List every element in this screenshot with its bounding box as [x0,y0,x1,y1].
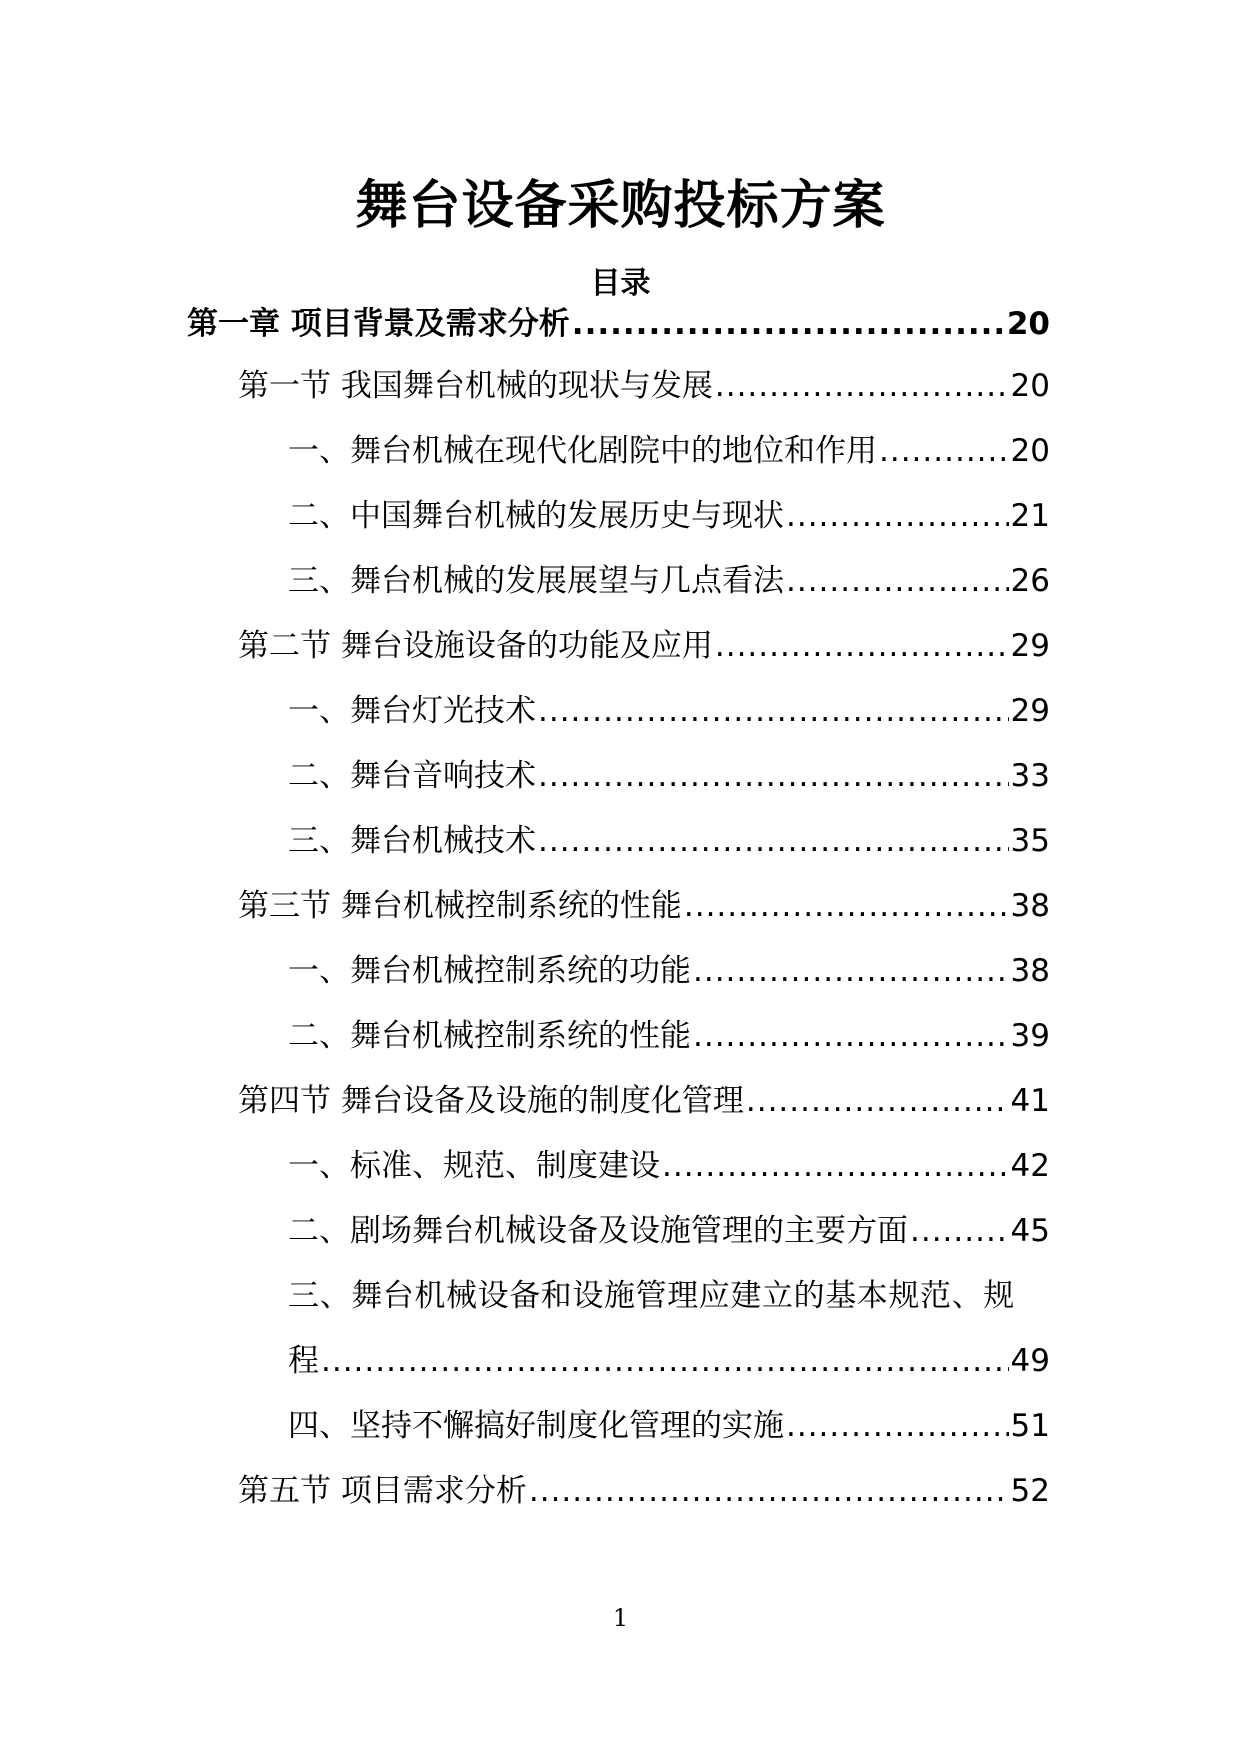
toc-entry-label-continued: 程 [288,1343,319,1379]
toc-entry-page: 20 [1010,433,1050,469]
toc-entry[interactable] [238,1069,1050,1134]
toc-dot-leader [713,614,1009,679]
toc-entry-label: 第一节 我国舞台机械的现状与发展 [238,368,713,404]
page-number: 1 [612,1604,629,1632]
toc-entry-page: 49 [1010,1343,1050,1379]
toc-entry[interactable] [238,614,1050,679]
toc-entry[interactable] [288,679,1050,744]
toc-entry-label: 第二节 舞台设施设备的功能及应用 [238,628,713,664]
toc-entry-page: 41 [1010,1083,1050,1119]
toc-entry[interactable] [238,874,1050,939]
toc-entry[interactable] [288,484,1050,549]
toc-entry[interactable] [288,419,1050,484]
toc-entry[interactable] [238,354,1050,419]
toc-entry-label: 一、舞台灯光技术 [288,693,536,729]
toc-entry[interactable] [288,809,1050,874]
toc-entry-label: 二、剧场舞台机械设备及设施管理的主要方面 [288,1213,908,1249]
toc-entry-page: 42 [1010,1148,1050,1184]
toc-entry-page: 21 [1010,498,1050,534]
toc-entry-page: 29 [1010,693,1050,729]
toc-entry[interactable] [288,939,1050,1004]
toc-entry[interactable] [288,1329,1050,1394]
toc-entry-page: 20 [1006,306,1050,342]
toc-entry-page: 29 [1010,628,1050,664]
toc-entry-page: 35 [1010,823,1050,859]
toc-dot-leader [682,874,1009,939]
toc-entry-label: 三、舞台机械技术 [288,823,536,859]
toc-entry[interactable] [288,1199,1050,1264]
toc-entry-page: 45 [1010,1213,1050,1249]
toc-entry-label: 二、舞台音响技术 [288,758,536,794]
toc-entry-label: 第四节 舞台设备及设施的制度化管理 [238,1083,744,1119]
toc-dot-leader [319,1329,1009,1394]
toc-entry-page: 38 [1010,888,1050,924]
toc-entry-label: 一、舞台机械控制系统的功能 [288,953,691,989]
toc-dot-leader [877,419,1009,484]
toc-entry[interactable] [288,549,1050,614]
toc-dot-leader [908,1199,1009,1264]
toc-entry[interactable] [288,1134,1050,1199]
toc-dot-leader [744,1069,1009,1134]
toc-dot-leader [570,292,1005,357]
toc-entry-label: 一、标准、规范、制度建设 [288,1148,660,1184]
toc-entry[interactable] [187,292,1050,357]
toc-entry-label: 第三节 舞台机械控制系统的性能 [238,888,682,924]
toc-entry-page: 52 [1010,1473,1050,1509]
toc-dot-leader [784,549,1009,614]
toc-dot-leader [536,809,1009,874]
toc-dot-leader [691,1004,1009,1069]
toc-entry-page: 26 [1010,563,1050,599]
toc-entry-page: 39 [1010,1018,1050,1054]
toc-entry-page: 33 [1010,758,1050,794]
toc-entry[interactable] [238,1459,1050,1524]
toc-entry-label: 四、坚持不懈搞好制度化管理的实施 [288,1408,784,1444]
toc-dot-leader [536,679,1009,744]
toc-dot-leader [784,1394,1009,1459]
toc-dot-leader [713,354,1009,419]
toc-entry[interactable] [288,744,1050,809]
toc-dot-leader [660,1134,1009,1199]
toc-heading: 目录 [590,266,651,301]
toc-entry-page: 20 [1010,368,1050,404]
toc-entry-label: 二、中国舞台机械的发展历史与现状 [288,498,784,534]
toc-entry[interactable] [288,1004,1050,1069]
toc-entry-label: 三、舞台机械设备和设施管理应建立的基本规范、规 [288,1278,1015,1314]
toc-entry-label: 三、舞台机械的发展展望与几点看法 [288,563,784,599]
toc-entry-label: 第五节 项目需求分析 [238,1473,527,1509]
toc-entry-label: 第一章 项目背景及需求分析 [187,306,570,342]
toc-entry[interactable] [288,1394,1050,1459]
toc-dot-leader [691,939,1009,1004]
toc-entry-page: 51 [1010,1408,1050,1444]
document-title: 舞台设备采购投标方案 [355,176,886,236]
toc-dot-leader [536,744,1009,809]
toc-entry-label: 二、舞台机械控制系统的性能 [288,1018,691,1054]
toc-entry-label: 一、舞台机械在现代化剧院中的地位和作用 [288,433,877,469]
toc-dot-leader [784,484,1009,549]
toc-entry-page: 38 [1010,953,1050,989]
toc-entry-wrapped-line[interactable] [288,1264,1050,1329]
toc-dot-leader [527,1459,1009,1524]
